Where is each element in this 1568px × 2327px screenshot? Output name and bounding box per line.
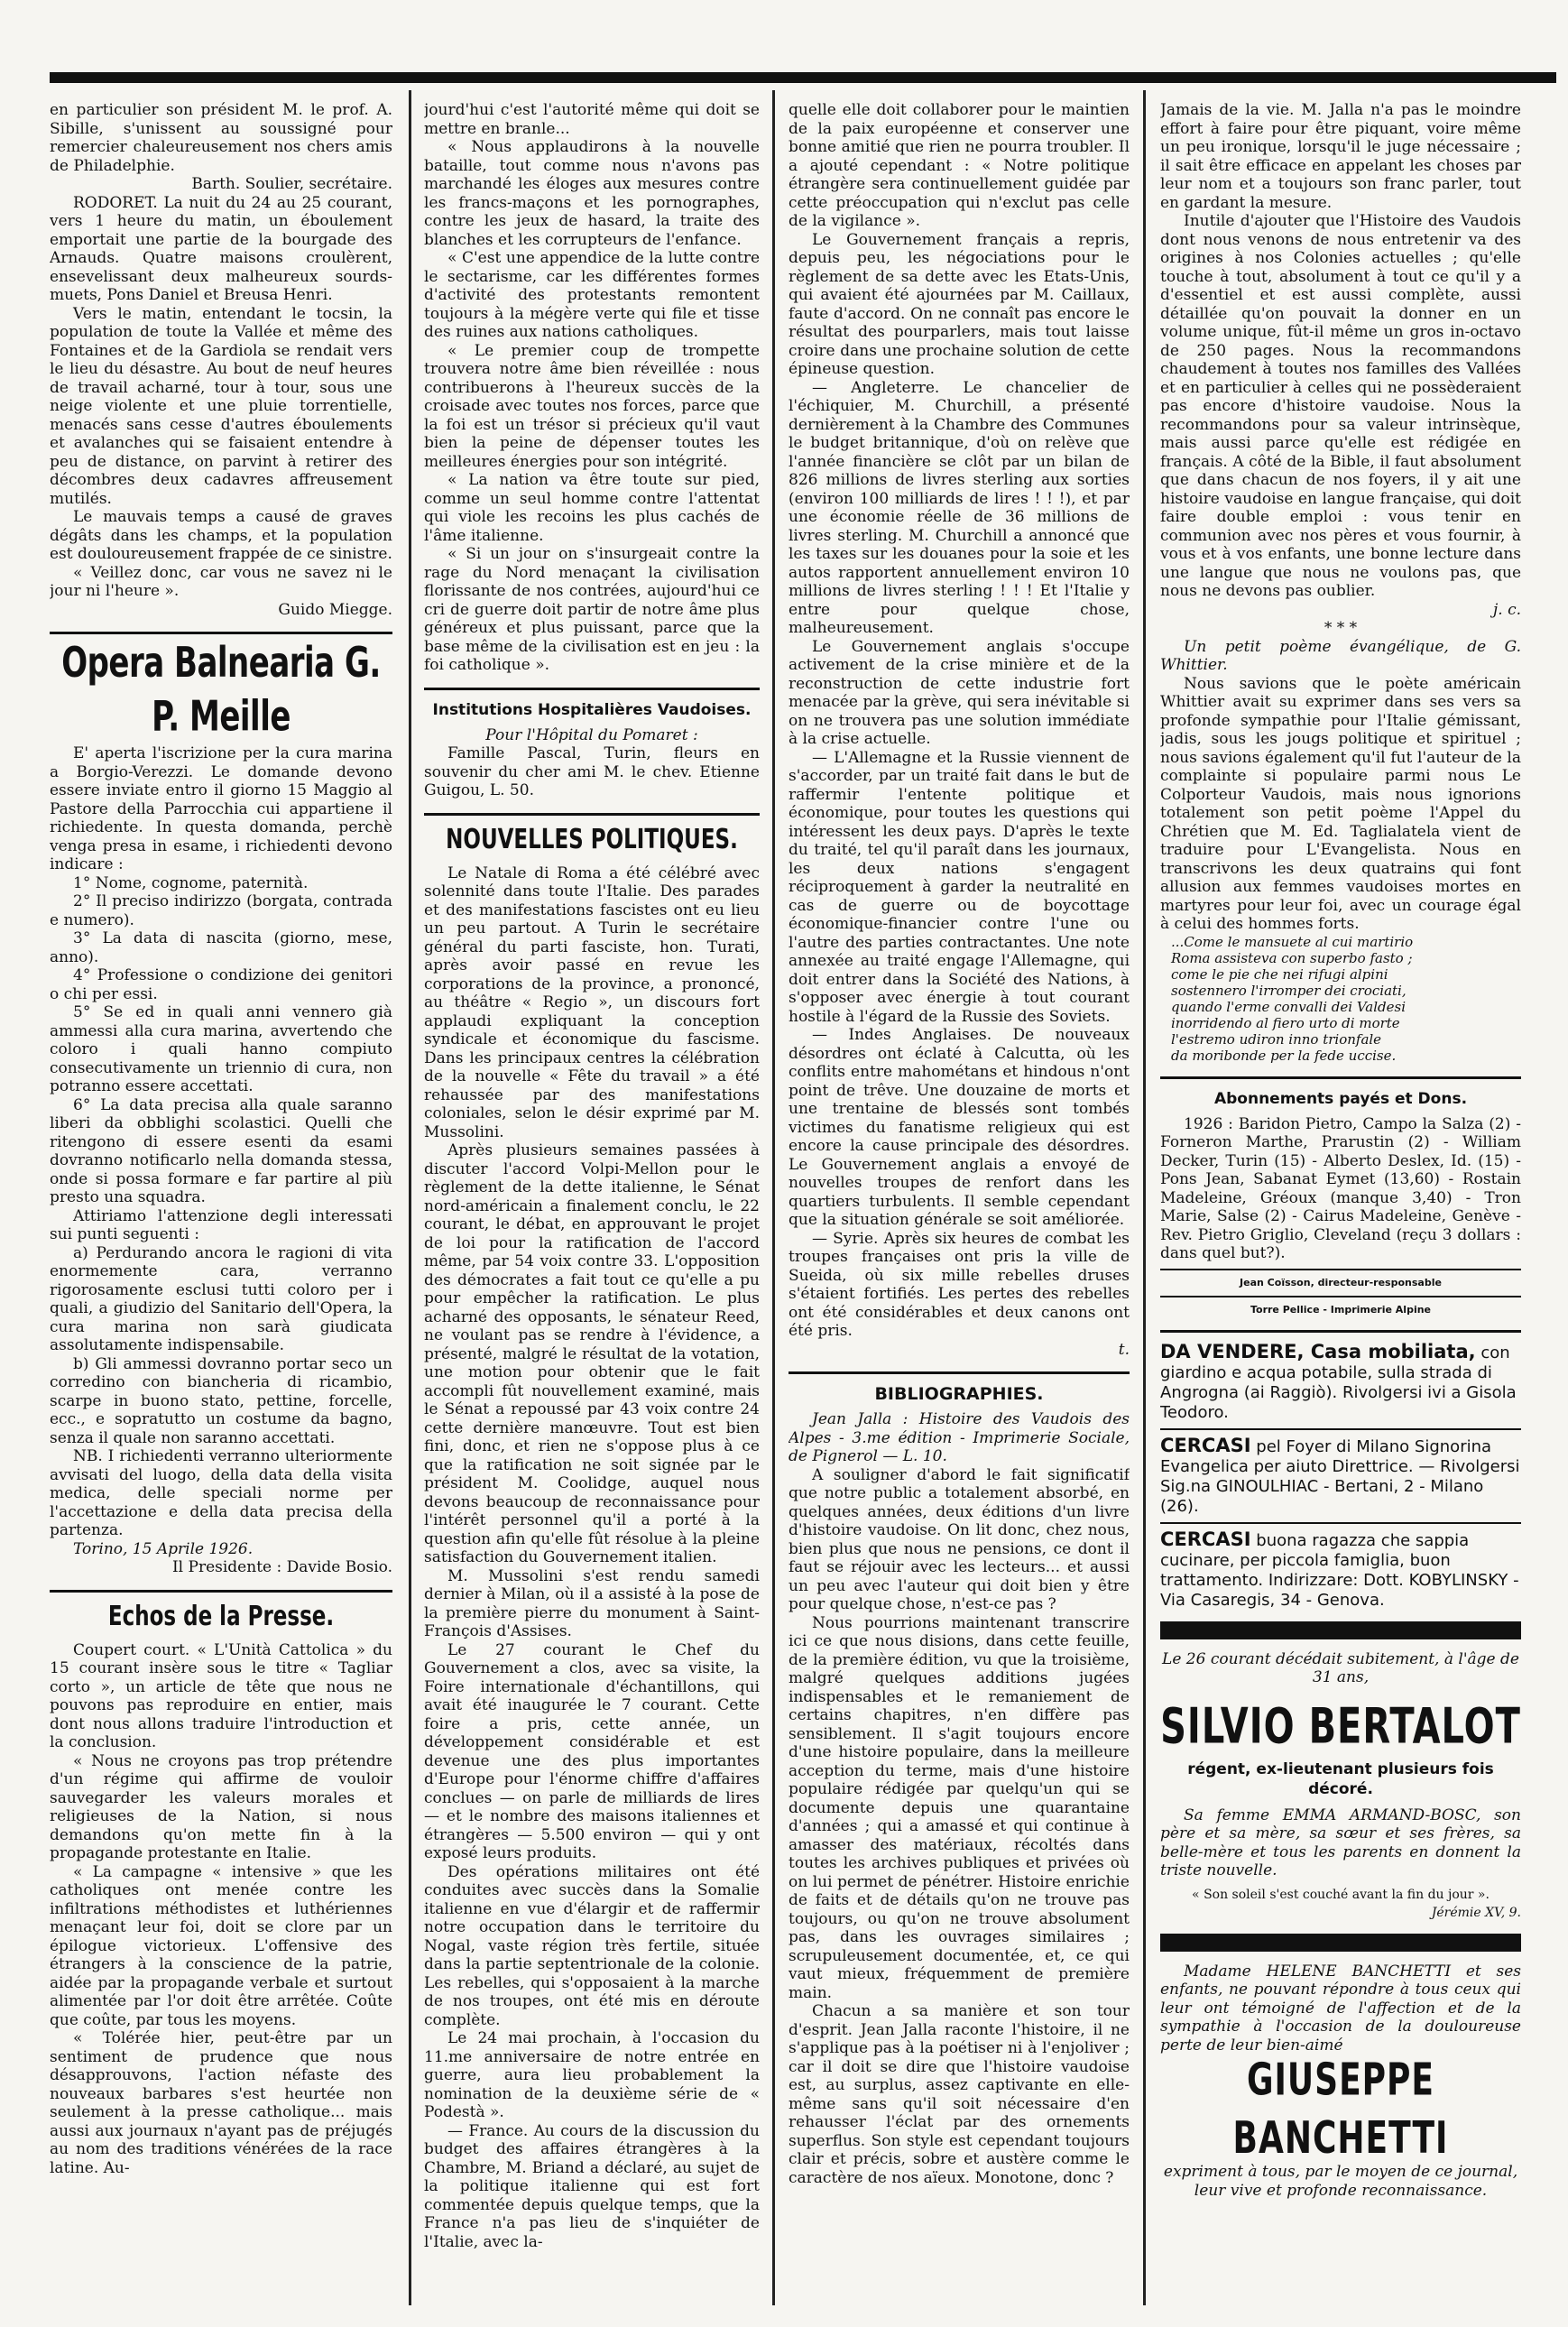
paragraph: — Angleterre. Le chancelier de l'échiquier, M. Churchill, a présenté dernièrement à la Chambre des Communes le budget britannique, d'où on relève que l'année financière se clôt par un bilan de 826 millions de livres sterling aux sorties (environ 100 milliards de lires ! ! !), et par une économie réelle de 36 millions de livres sterling. M. Churchill a annoncé que les taxes sur les douanes pour la soie et les autos rapportent annuellement environ 10 millions de livres sterling ! ! ! Et l'Italie y entre pour quelque chose, malheureusement.	[789, 378, 1130, 637]
paragraph: Un petit poème évangélique, de G. Whittier.	[1160, 637, 1521, 674]
nouvelles-article	[424, 864, 760, 2252]
intro-signature: Barth. Soulier, secrétaire.	[191, 175, 392, 193]
ad-headline: CERCASI	[1160, 1528, 1251, 1550]
paragraph: — L'Allemagne et la Russie viennent de s'accorder, par un traité fait dans le but de raffermir l'entente politique et économique, pour toutes les questions qui intéressent les deux pays. D'après le texte du traité, tel qu'il paraît dans les journaux, les deux nations s'engagent réciproquement à garder la neutralité en cas de guerre ou de boycottage économique-financier contre l'une ou l'autre des parties contractantes. Une note annexée au traité engage l'Allemagne, qui doit entrer dans la Société des Nations, à s'opposer avec énergie à tout courant hostile à l'égard de la Russie des Soviets.	[789, 748, 1130, 1026]
obituary-name: GIUSEPPE BANCHETTI	[1232, 2055, 1449, 2165]
paragraph: Nous pourrions maintenant transcrire ici ce que nous disions, dans cette feuille, de la première édition, vu que la troisième, malgré quelques additions jugées indispensables et le remaniement de certains chapitres, n'en diffère pas sensiblement. Il s'agit toujours encore d'une histoire populaire, dans la meilleure acception du terme, mais d'une histoire populaire rédigée par quelqu'un qui se documente depuis une quarantaine d'années ; qui a amassé et qui continue à amasser des matériaux, récoltés dans toutes les archives publiques et privées où on lui permet de pénétrer. Histoire enrichie de faits et de détails qu'on ne trouve pas toujours, ou qu'on ne trouve absolument pas, dans les ouvrages similaires ; scrupuleusement documentée, et, ce qui vaut mieux, fréquemment de première main.	[789, 1613, 1130, 2002]
paragraph: 5° Se ed in quali anni vennero già ammessi alla cura marina, avvertendo che coloro i quali hanno compiuto consecutivamente un triennio di cura, non potranno essere accettati.	[50, 1003, 392, 1095]
section-rule	[50, 1590, 392, 1593]
paragraph: Des opérations militaires ont été conduites avec succès dans la Somalie italienne en vue d'élargir et de raffermir notre occupation dans le territoire du Nogal, vaste région très fertile, située dans la partie septentrionale de la colonie. Les rebelles, qui s'opposaient à la marche de nos troupes, ont été mis en déroute complète.	[424, 1862, 760, 2029]
paragraph: b) Gli ammessi dovranno portar seco un corredino con biancheria di ricambio, scarpe in buono stato, pettine, forcelle, ecc., e sopratutto un costume da bagno, senza il quale non saranno accettati.	[50, 1354, 392, 1447]
paragraph: Coupert court. « L'Unità Cattolica » du 15 courant insère sous le titre « Tagliar corto », un article de tête que nous ne pouvons pas reproduire en entier, mais dont nous allons traduire l'introduction et la conclusion.	[50, 1640, 392, 1751]
institutions-text: Famille Pascal, Turin, fleurs en souvenir du cher ami M. le chev. Etienne Guigou, L. 50.	[424, 744, 760, 799]
section-rule	[424, 813, 760, 816]
paragraph: jourd'hui c'est l'autorité même qui doit se mettre en branle...	[424, 101, 760, 138]
paragraph: RODORET. La nuit du 24 au 25 courant, vers 1 heure du matin, un éboulement emportait une partie de la bourgade des Arnauds. Quatre maisons croulèrent, ensevelissant deux malheureux sourds-muets, Pons Daniel et Breusa Henri.	[50, 193, 392, 304]
paragraph: 6° La data precisa alla quale saranno liberi da obblighi scolastici. Quelli che ritengono di essere esenti da esami dovranno notificarlo nella domanda stessa, onde si possa formare e far partire al più presto una squadra.	[50, 1095, 392, 1206]
paragraph: « Nous applaudirons à la nouvelle bataille, tout comme nous n'avons pas marchandé les éloges aux mesures contre les francs-maçons et les pornographes, contre les jeux de hasard, la traite des blanches et les corrupteurs de l'enfance.	[424, 138, 760, 249]
echos-article	[50, 1641, 392, 2178]
ad-da-vendere	[1160, 1342, 1521, 1423]
date-line: Torino, 15 Aprile 1926.	[73, 1539, 254, 1558]
obituary-verse: « Son soleil s'est couché avant la fin du jour ».	[1192, 1887, 1490, 1902]
paragraph: 3° La data di nascita (giorno, mese, anno).	[50, 929, 392, 966]
paragraph: Après plusieurs semaines passées à discuter l'accord Volpi-Mellon pour le règlement de la dette italienne, le Sénat nord-américain a finalement conclu, le 22 courant, le débat, en approuvant le projet de loi pour la ratification de l'accord même, par 54 voix contre 33. L'opposition des démocrates a fait tout ce qu'elle a pu pour empêcher la ratification. Le plus acharné des opposants, le sénateur Reed, ne voulant pas se rendre à l'évidence, a présenté, malgré le résultat de la votation, une motion pour obtenir que le fait accompli fût nouvellement examiné, mais le Sénat a repoussé par 43 voix contre 24 cette dernière manœuvre. Tout est bien fini, donc, et rien ne s'oppose plus à ce que la ratification ne soit signée par le président M. Coolidge, auquel nous devons beaucoup de reconnaissance pour l'intérêt personnel qu'il a porté à la question afin qu'elle fût résolue à la pleine satisfaction du Gouvernement italien.	[424, 1141, 760, 1566]
poem-line: l'estremo udiron inno trionfale	[1171, 1030, 1382, 1048]
bibliographies-continued	[1160, 101, 1521, 619]
paragraph: Attiriamo l'attenzione degli interessati sui punti seguenti :	[50, 1206, 392, 1243]
abonnements-text: 1926 : Baridon Pietro, Campo la Salza (2) - Forneron Marthe, Prarustin (2) - William Decker, Turin (15) - Alberto Deslex, Id. (15) - Pons Jean, Sabanat Eymet (13,60) - Rostain Madeleine, Gréoux (manque 3,40) - Tron Marie, Salse (2) - Cairus Madeleine, Genève - Rev. Pietro Griglio, Cleveland (reçu 3 dollars : dans quel but?).	[1160, 1114, 1521, 1262]
signature: t.	[1118, 1340, 1130, 1359]
paragraph: — France. Au cours de la discussion du budget des affaires étrangères à la Chambre, M. Briand a déclaré, au sujet de la politique italienne qui est fort commentée depuis quelque temps, que la France n'a pas lieu de s'inquiéter de l'Italie, avec la-	[424, 2121, 760, 2251]
paragraph: Le 24 mai prochain, à l'occasion du 11.me anniversaire de notre entrée en guerre, aura lieu probablement la nomination de la deuxième série de « Podestà ».	[424, 2029, 760, 2121]
paragraph: Inutile d'ajouter que l'Histoire des Vaudois dont nous venons de nous entretenir va des origines à nos Colonies actuelles ; qu'elle touche à tout, absolument à tout ce qu'il y a d'essentiel et est aussi complète, aussi détaillée qu'on pouvait la donner en un volume unique, fût-il même un gros in-octavo de 250 pages. Nous la recommandons chaudement à toutes nos familles des Vallées et en particulier à celles qui ne possèderaient pas encore d'histoire vaudoise. Nous la recommandons pour sa valeur intrinsèque, mais aussi parce qu'elle est rédigée en français. A côté de la Bible, il faut absolument que dans chacun de nos foyers, il y ait une histoire vaudoise en langue française, qui doit faire double emploi : vous tenir en communion avec nos pères et vous fournir, à vous et à vos enfants, une bonne lecture dans une langue que nous ne voulons pas, que nous ne devons pas oublier.	[1160, 212, 1521, 600]
paragraph: « La nation va être toute sur pied, comme un seul homme contre l'attentat qui viole les recoins les plus cachés de l'âme italienne.	[424, 471, 760, 545]
poem-verses	[1160, 934, 1521, 1064]
bibliographies-article	[789, 1466, 1130, 2188]
paragraph: Le Gouvernement français a repris, depuis peu, les négociations pour le règlement de sa dette avec les Etats-Unis, qui avaient été ajournées par M. Caillaux, faute d'accord. On ne connaît pas encore le résultat des pourparlers, mais tout laisse croire dans une prochaine solution de cette épineuse question.	[789, 230, 1130, 378]
bibliographies-title: BIBLIOGRAPHIES.	[874, 1384, 1044, 1404]
obituary-text: Sa femme EMMA ARMAND-BOSC, son père et sa mère, sa sœur et ses frères, sa belle-mère et tous les parents en donnent la triste nouvelle.	[1160, 1805, 1521, 1879]
imprint-director: Jean Coïsson, directeur-responsable	[1240, 1276, 1442, 1288]
paragraph: A souligner d'abord le fait significatif que notre public a totalement absorbé, en quelques années, deux éditions d'un livre d'histoire vaudoise. On lit donc, chez nous, bien plus que nous ne pensions, ce dont il faut se réjouir avec les lecteurs... et aussi un peu avec l'auteur qui doit bien y être pour quelque chose, n'est-ce pas ?	[789, 1465, 1130, 1613]
paragraph: Le Gouvernement anglais s'occupe activement de la crise minière et de la reconstruction de cette industrie fort menacée par la grève, qui sera inévitable si on ne trouvera pas une solution immédiate à la crise actuelle.	[789, 637, 1130, 748]
abonnements-title: Abonnements payés et Dons.	[1213, 1089, 1468, 1108]
paragraph: 1° Nome, cognome, paternità.	[73, 873, 309, 892]
ad-text: con giardino e acqua potabile, sulla strada di Angrogna (ai Raggiò). Rivolgersi ivi a Gisola Teodoro.	[1160, 1343, 1517, 1422]
paragraph: quelle elle doit collaborer pour le maintien de la paix européenne et conserver une bonne amitié que rien ne pourra troubler. Il a ajouté cependant : « Notre politique étrangère sera continuellement guidée par cette préoccupation qui n'exclut pas celle de la vigilance ».	[789, 101, 1130, 230]
paragraph: — Indes Anglaises. De nouveaux désordres ont éclaté à Calcutta, où les conflits entre mahométans et hindous n'ont point de trêve. Une douzaine de morts et une trentaine de blessés sont tombés victimes du fanatisme religieux qui est encore la cause principale des désordres. Le Gouvernement anglais a envoyé de nouvelles troupes de renfort dans les quartiers turbulents. Il semble cependant que la situation générale se soit améliorée.	[789, 1026, 1130, 1229]
opera-title: Opera Balnearia G. P. Meille	[61, 639, 381, 742]
section-rule	[1160, 1296, 1521, 1297]
paragraph: a) Perdurando ancora le ragioni di vita enormemente cara, verranno rigorosamente esclusi tutti coloro per i quali, a giudizio del Sanitario dell'Opera, la cura marina non sarà giudicata assolutamente indispensabile.	[50, 1243, 392, 1354]
top-rule	[50, 72, 1556, 83]
column-4	[1160, 101, 1521, 2303]
institutions-subtitle: Pour l'Hôpital du Pomaret :	[485, 725, 698, 744]
rodoret-article	[50, 194, 392, 620]
paragraph: M. Mussolini s'est rendu samedi dernier à Milan, où il a assisté à la pose de la première pierre du monument à Saint-François d'Assises.	[424, 1566, 760, 1640]
signature: Guido Miegge.	[278, 600, 392, 619]
column-separator	[1143, 90, 1146, 2305]
obituary-intro: Le 26 courant décédait subitement, à l'âge de 31 ans,	[1162, 1649, 1519, 1686]
paragraph: Nous savions que le poète américain Whittier avait su exprimer dans ses vers sa profonde sympathie pour l'Italie gémissant, jadis, sous les jougs politique et spirituel ; nous savions également qu'il fut l'auteur de la complainte si populaire parmi nous Le Colporteur Vaudois, mais nous ignorions totalement son petit poème l'Appel du Chrétien que M. Ed. Taglialatela vient de traduire pour L'Evangelista. Nous en transcrivons les deux quatrains qui font allusion aux femmes vaudoises mortes en martyres pour leur foi, avec un courage égal à celui des hommes forts.	[1160, 674, 1521, 933]
section-rule	[1160, 1428, 1521, 1430]
paragraph: Le mauvais temps a causé de graves dégâts dans les champs, et la population est douloureusement frappée de ce sinistre.	[50, 508, 392, 563]
paragraph: « La campagne « intensive » que les catholiques ont menée contre les infiltrations méthodistes et luthériennes menaçant leur foi, doit se clore par un épilogue victorieux. L'offensive des étrangers à la conscience de la patrie, aidée par la propagande verbale et surtout alimentée par l'or doit être arrêtée. Coûte que coûte, par tous les moyens.	[50, 1862, 392, 2029]
paragraph: Vers le matin, entendant le tocsin, la population de toute la Vallée et même des Fontaines et de la Gardiola se rendait vers le lieu du désastre. Au bout de neuf heures de travail acharné, tour à tour, sous une neige violente et une pluie torrentielle, menacés sans cesse d'autres éboulements et avalanches qui se faisaient entendre à peu de distance, on parvint à retirer des décombres deux cadavres affreusement mutilés.	[50, 304, 392, 508]
ad-headline: DA VENDERE, Casa mobiliata,	[1160, 1340, 1476, 1362]
paragraph: NB. I richiedenti verranno ulteriormente avvisati del luogo, della data della visita medica, delle speciali norme per l'accettazione e della data precisa della partenza.	[50, 1447, 392, 1539]
poeme-article	[1160, 638, 1521, 1064]
poem-line: come le pie che nei rifugi alpini	[1171, 965, 1388, 983]
bibliography-reference: Jean Jalla : Histoire des Vaudois des Alpes - 3.me édition - Imprimerie Sociale, de Pignerol — L. 10.	[789, 1410, 1130, 1465]
paragraph: Le 27 courant le Chef du Gouvernement a clos, avec sa visite, la Foire internationale d'échantillons, qui avait été inaugurée le 7 courant. Cette foire a pris, cette année, un développement considérable et est devenue une des plus importantes d'Europe pour l'énorme chiffre d'affaires conclues — on parle de milliards de lires — et le nombre des maisons italiennes et étrangères — 5.500 environ — qui y ont exposé leurs produits.	[424, 1640, 760, 1862]
poem-line: inorridendo al fiero urto di morte	[1171, 1014, 1400, 1031]
ad-text: buona ragazza che sappia cucinare, per piccola famiglia, buon trattamento. Indirizzare: Dott. KOBYLINSKY - Via Casaregis, 34 - Genova.	[1160, 1530, 1519, 1610]
column-separator	[409, 90, 411, 2305]
obituary-text: Madame HELENE BANCHETTI et ses enfants, ne pouvant répondre à tous ceux qui leur ont témoigné de l'affection et de la sympathie à l'occasion de la douloureuse perte de leur bien-aimé	[1160, 1962, 1521, 2055]
paragraph: « Tolérée hier, peut-être par un sentiment de prudence que nous désapprouvons, l'action néfaste des nouveaux barbares s'est heurtée non seulement à la presse catholique... mais aussi aux journaux n'ayant pas de préjugés au nom des traditions vénérées de la race latine. Au-	[50, 2029, 392, 2177]
obituary-closing: expriment à tous, par le moyen de ce journal, leur vive et profonde reconnaissance.	[1163, 2163, 1518, 2200]
poem-line: da moribonde per la fede uccise.	[1171, 1047, 1397, 1064]
paragraph: E' aperta l'iscrizione per la cura marina a Borgio-Verezzi. Le domande devono essere inviate entro il giorno 15 Maggio al Pastore della Parrocchia cui appartiene il richiedente. In questa domanda, perchè venga presa in esame, i richiedenti devono indicare :	[50, 744, 392, 873]
institutions-title: Institutions Hospitalières Vaudoises.	[432, 700, 752, 719]
obituary-subtitle: régent, ex-lieutenant plusieurs fois décoré.	[1187, 1759, 1494, 1798]
obituary-verse-reference: Jérémie XV, 9.	[1431, 1906, 1521, 1920]
column-3	[789, 101, 1130, 2303]
signature: j. c.	[1492, 600, 1521, 619]
section-rule	[1160, 1269, 1521, 1270]
imprint-printer: Torre Pellice - Imprimerie Alpine	[1250, 1303, 1432, 1316]
ad-cercasi-genova	[1160, 1529, 1521, 1611]
obituary-banchetti	[1160, 1962, 1521, 2201]
ad-headline: CERCASI	[1160, 1434, 1251, 1456]
section-rule	[424, 688, 760, 690]
paragraph: Chacun a sa manière et son tour d'esprit. Jean Jalla raconte l'histoire, il ne s'applique pas à la poétiser ni à l'enjoliver ; car il doit se dire que l'histoire vaudoise est, au surplus, assez captivante en elle-même sans qu'il soit nécessaire d'en rehausser l'éclat par des ornements superflus. Son style est cependant toujours clair et précis, sobre et austère comme le caractère de nos aïeux. Monotone, donc ?	[789, 2002, 1130, 2187]
paragraph: 2° Il preciso indirizzo (borgata, contrada e numero).	[50, 892, 392, 929]
paragraph: Le Natale di Roma a été célébré avec solennité dans toute l'Italie. Des parades et des manifestations fascistes ont eu lieu un peu partout. A Turin le secrétaire général du parti fasciste, hon. Turati, après avoir passé en revue les corporations de la province, a prononcé, au théâtre « Regio », un discours fort applaudi expliquant la conception syndicale et économique du fascisme. Dans les principaux centres la célébration de la nouvelle « Fête du travail » a été rehaussée par des manifestations coloniales, selon le désir exprimé par M. Mussolini.	[424, 863, 760, 1141]
nouvelles-continued	[789, 101, 1130, 1359]
paragraph: « Veillez donc, car vous ne savez ni le jour ni l'heure ».	[50, 563, 392, 600]
ad-cercasi-milano	[1160, 1436, 1521, 1517]
signature: Il Presidente : Davide Bosio.	[171, 1558, 392, 1576]
section-rule	[789, 1371, 1130, 1374]
section-rule	[1160, 1330, 1521, 1333]
poem-line: Roma assisteva con superbo fasto ;	[1171, 949, 1413, 966]
obituary-border	[1160, 1934, 1521, 1952]
obituary-border	[1160, 1621, 1521, 1639]
paragraph: « Nous ne croyons pas trop prétendre d'un régime qui affirme de vouloir sauvegarder les valeurs morales et religieuses de la Nation, si nous demandons qu'on mette fin à la propagande protestante en Italie.	[50, 1751, 392, 1862]
paragraph: 4° Professione o condizione dei genitori o chi per essi.	[50, 966, 392, 1003]
obituary-bertalot	[1160, 1650, 1521, 1923]
column-2	[424, 101, 760, 2303]
section-rule	[1160, 1522, 1521, 1524]
paragraph: Jamais de la vie. M. Jalla n'a pas le moindre effort à faire pour être piquant, voire même un peu ironique, lorsqu'il le juge nécessaire ; il sait être efficace en appelant les choses par leur nom et a toujours son franc parler, tout en gardant la mesure.	[1160, 101, 1521, 212]
echos-title: Echos de la Presse.	[107, 1601, 335, 1632]
opera-article	[50, 744, 392, 1577]
paragraph: « C'est une appendice de la lutte contre le sectarisme, car les différentes formes d'activité des protestants remontent toujours à la mégère verte qui file et tisse des ruines aux nations catholiques.	[424, 249, 760, 341]
paragraph: — Syrie. Après six heures de combat les troupes françaises ont pris la ville de Sueida, où six mille rebelles druses s'étaient fortifiés. Les pertes des rebelles ont été considérables et deux canons ont été pris.	[789, 1229, 1130, 1340]
poem-line: quando l'erme convalli dei Valdesi	[1171, 998, 1406, 1015]
column-separator	[772, 90, 775, 2305]
paragraph: « Si un jour on s'insurgeait contre la rage du Nord menaçant la civilisation florissante de nos contrées, aujourd'hui ce cri de guerre doit partir de notre âme plus généreux et plus puissant, parce que la base même de la civilisation est en jeu : la foi catholique ».	[424, 545, 760, 674]
obituary-name: SILVIO BERTALOT	[1160, 1698, 1521, 1755]
echos-continued	[424, 101, 760, 675]
nouvelles-title: NOUVELLES POLITIQUES.	[446, 824, 738, 855]
ad-text: pel Foyer di Milano Signorina Evangelica per aiuto Direttrice. — Rivolgersi Sig.na GINOULHIAC - Bertani, 2 - Milano (26).	[1160, 1436, 1520, 1516]
column-1	[50, 101, 392, 2303]
section-rule	[1160, 1076, 1521, 1079]
section-rule	[50, 632, 392, 634]
section-stars: * * *	[1324, 619, 1358, 637]
poem-line: ...Come le mansuete al cui martirio	[1171, 933, 1414, 950]
intro-text: en particulier son président M. le prof. A. Sibille, s'unissent au soussigné pour remercier chaleureusement nos chers amis de Philadelphie.	[50, 101, 392, 175]
poem-line: sostennero l'irromper dei crociati,	[1171, 982, 1407, 999]
paragraph: « Le premier coup de trompette trouvera notre âme bien réveillée : nous contribuerons à l'heureux succès de la croisade avec toutes nos forces, parce que la foi est un trésor si précieux qu'il vaut bien la peine de dépenser toutes les meilleures énergies pour son intégrité.	[424, 341, 760, 471]
